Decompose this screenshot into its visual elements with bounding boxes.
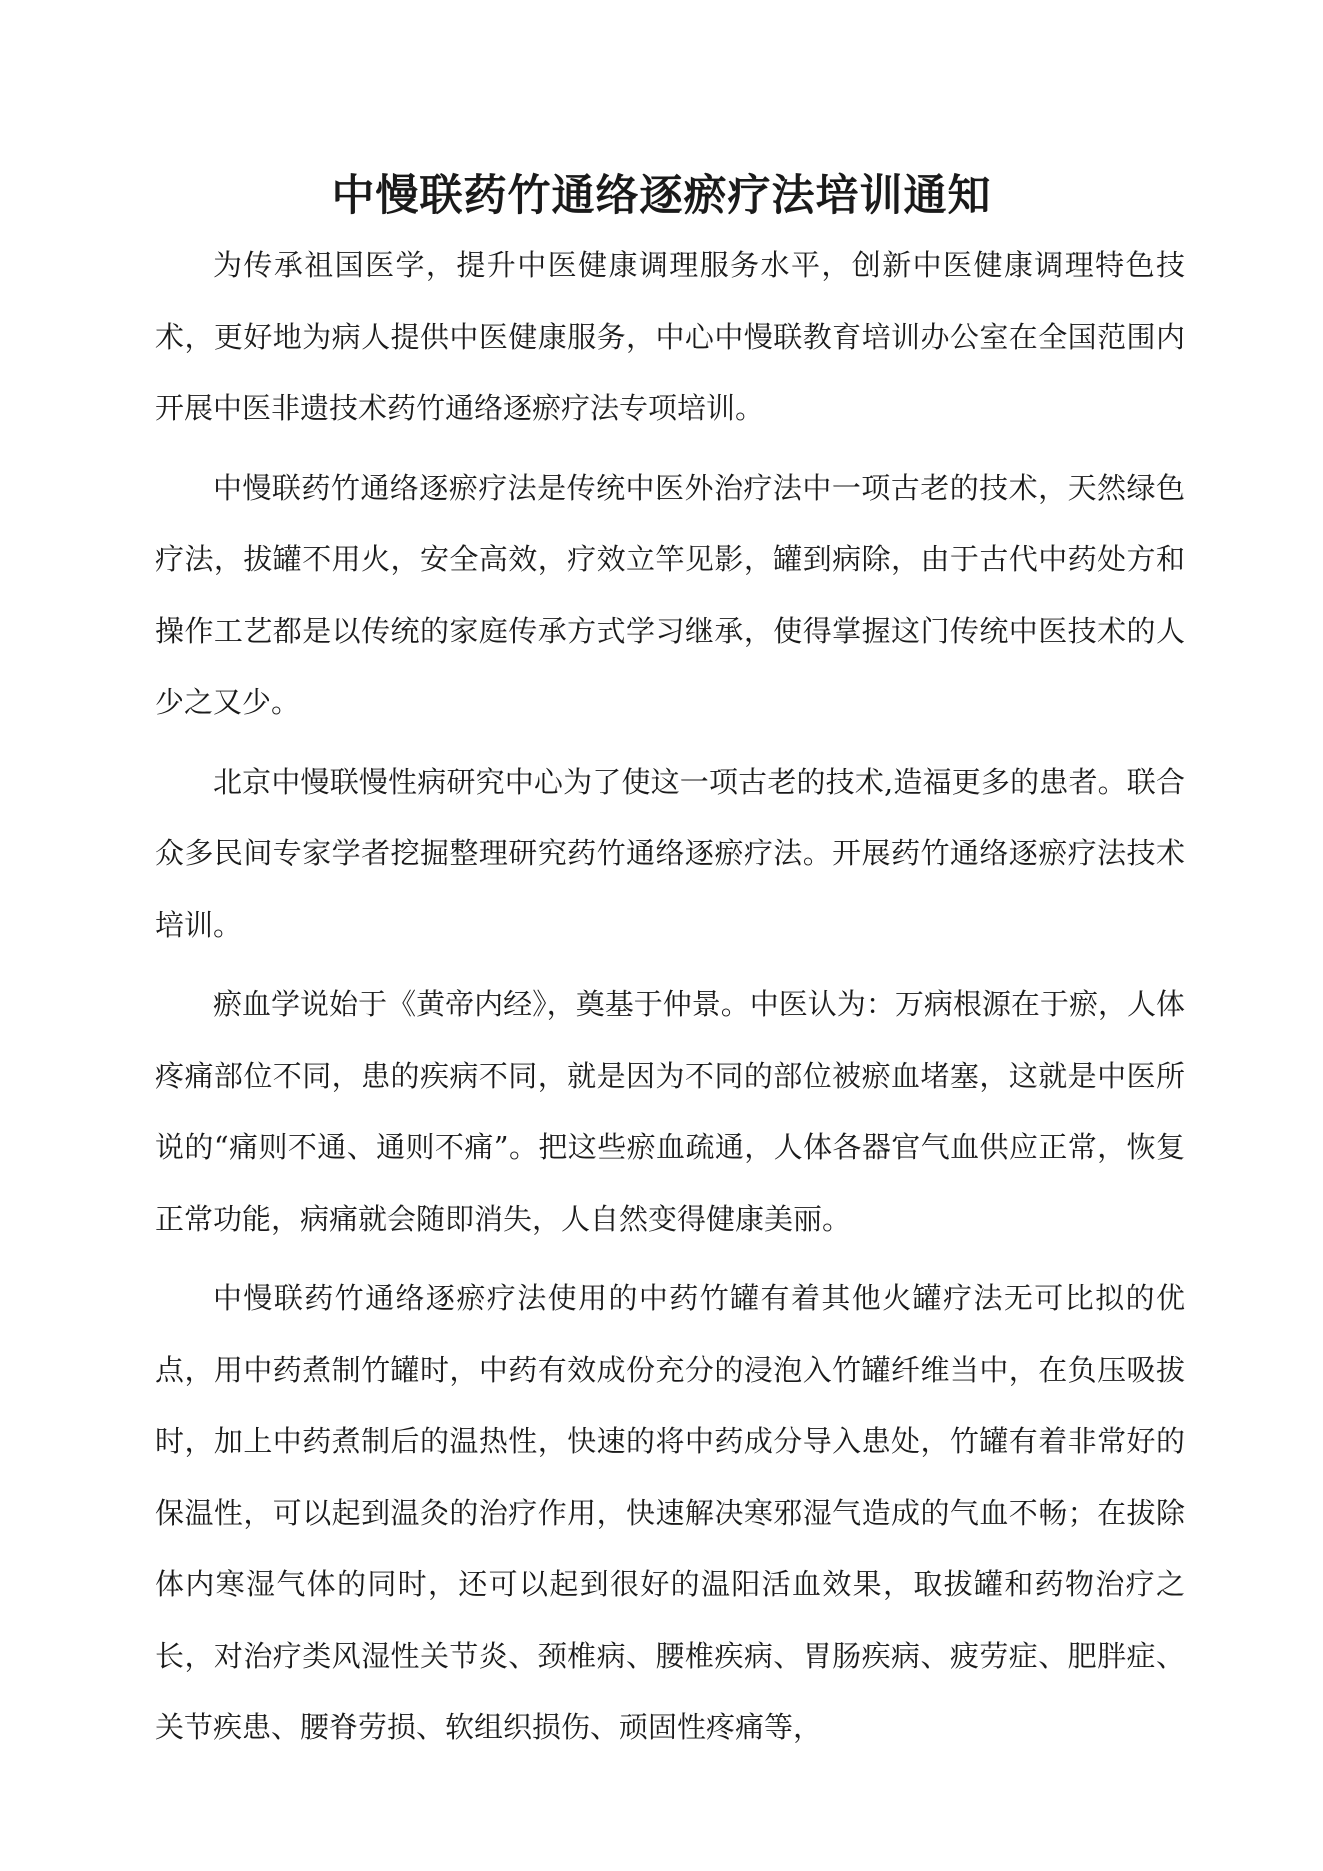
document-body <box>155 230 1185 1772</box>
paragraph-2: 中慢联药竹通络逐瘀疗法是传统中医外治疗法中一项古老的技术，天然绿色疗法，拔罐不用火，安全高效，疗效立竿见影，罐到病除，由于古代中药处方和操作工艺都是以传统的家庭传承方式学习继承，使得掌握这门传统中医技术的人少之又少。 <box>155 470 1185 719</box>
paragraph-4: 瘀血学说始于《黄帝内经》，奠基于仲景。中医认为：万病根源在于瘀，人体疼痛部位不同，患的疾病不同，就是因为不同的部位被瘀血堵塞，这就是中医所说的“痛则不通、通则不痛”。把这些瘀血疏通，人体各器官气血供应正常，恢复正常功能，病痛就会随即消失，人自然变得健康美丽。 <box>155 987 1185 1236</box>
document-title: 中慢联药竹通络逐瘀疗法培训通知 <box>331 171 992 221</box>
paragraph-3: 北京中慢联慢性病研究中心为了使这一项古老的技术,造福更多的患者。联合众多民间专家学者挖掘整理研究药竹通络逐瘀疗法。开展药竹通络逐瘀疗法技术培训。 <box>155 764 1185 942</box>
paragraph-5: 中慢联药竹通络逐瘀疗法使用的中药竹罐有着其他火罐疗法无可比拟的优点，用中药煮制竹罐时，中药有效成份充分的浸泡入竹罐纤维当中，在负压吸拔时，加上中药煮制后的温热性，快速的将中药成分导入患处，竹罐有着非常好的保温性，可以起到温灸的治疗作用，快速解决寒邪湿气造成的气血不畅；在拔除体内寒湿气体的同时，还可以起到很好的温阳活血效果，取拔罐和药物治疗之长，对治疗类风湿性关节炎、颈椎病、腰椎疾病、胃肠疾病、疲劳症、肥胖症、关节疾患、腰脊劳损、软组织损伤、顽固性疼痛等， <box>155 1281 1185 1744</box>
paragraph-1: 为传承祖国医学，提升中医健康调理服务水平，创新中医健康调理特色技术，更好地为病人提供中医健康服务，中心中慢联教育培训办公室在全国范围内开展中医非遗技术药竹通络逐瘀疗法专项培训。 <box>155 248 1185 425</box>
